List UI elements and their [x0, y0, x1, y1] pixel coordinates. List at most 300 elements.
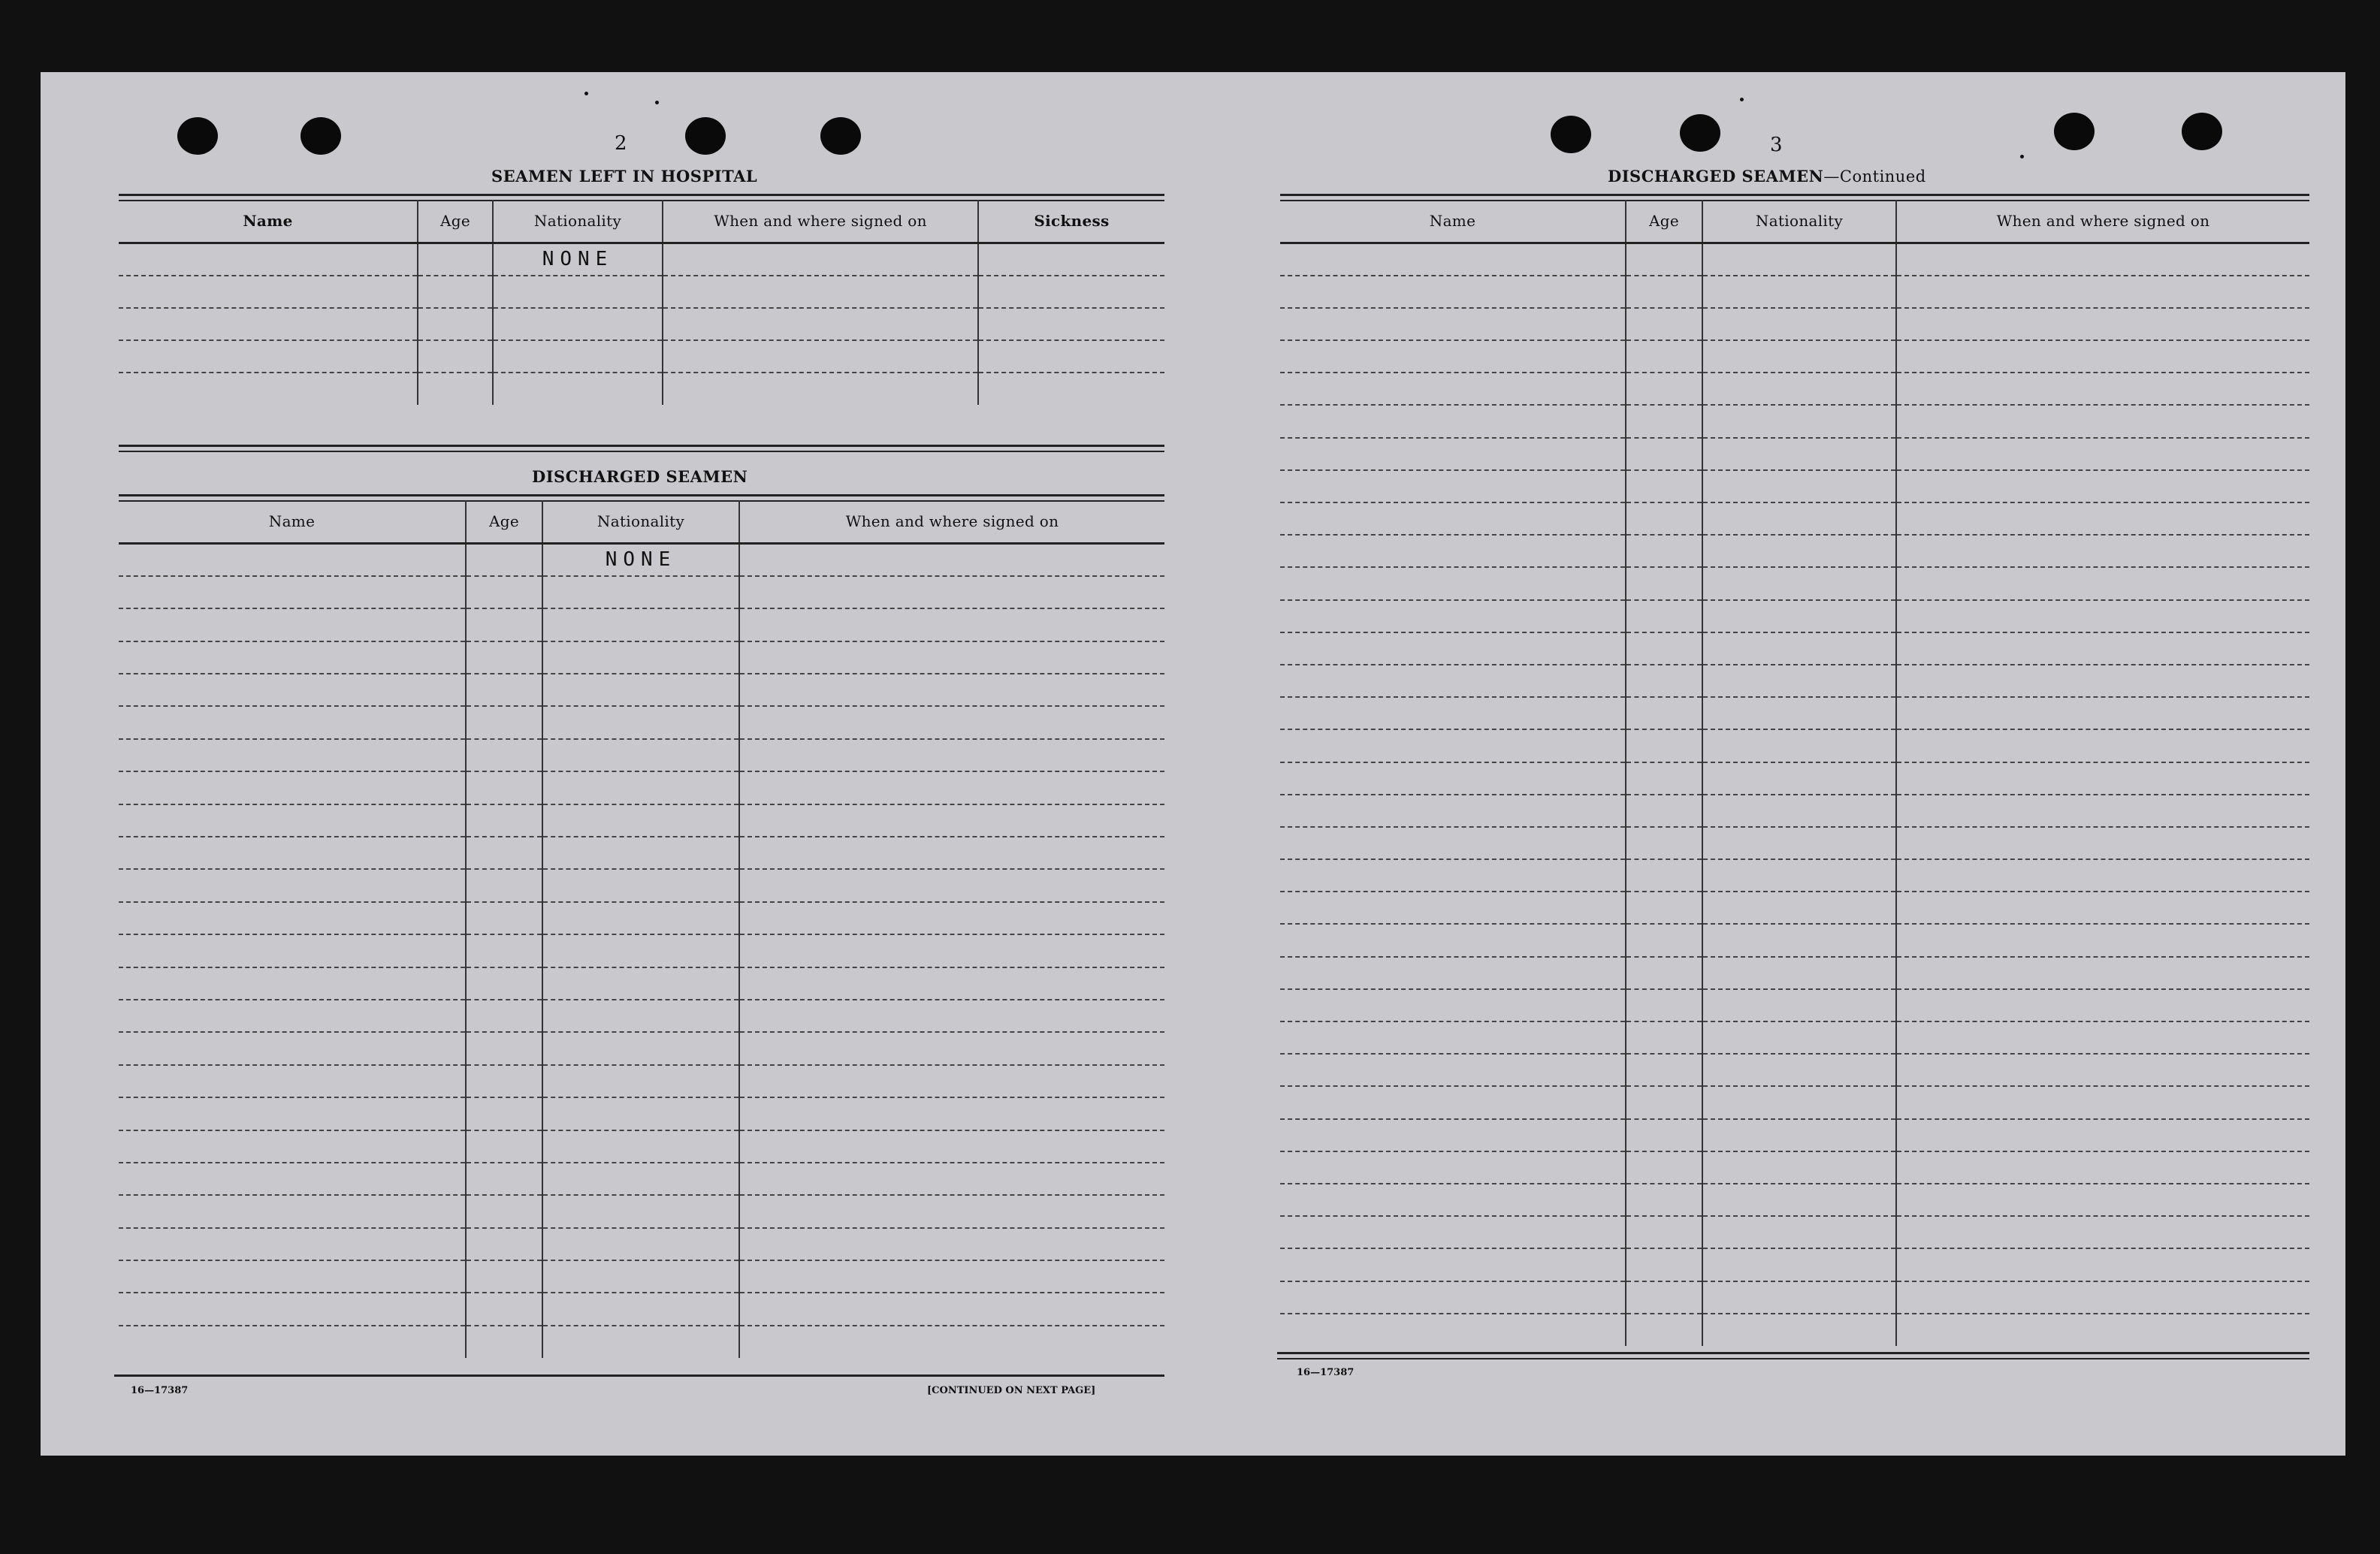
table-cell [1626, 762, 1702, 795]
table-cell [542, 771, 739, 804]
column-header-name: Name [119, 500, 466, 544]
table-cell [1896, 535, 2309, 567]
table-cell [542, 1097, 739, 1130]
table-row [119, 1260, 1164, 1293]
table-cell [1280, 665, 1626, 697]
table-row [1280, 1021, 2309, 1054]
table-cell [1702, 924, 1896, 956]
table-cell [1280, 502, 1626, 535]
table-cell [1280, 1248, 1626, 1281]
table-cell [1280, 1281, 1626, 1314]
table-cell [663, 276, 978, 308]
table-cell [1626, 438, 1702, 470]
table-cell [739, 837, 1164, 869]
table-row [119, 1293, 1164, 1325]
table-cell [542, 902, 739, 934]
table-cell [1280, 243, 1626, 276]
table-cell [1702, 892, 1896, 924]
table-cell [1280, 729, 1626, 762]
table-cell [1280, 859, 1626, 892]
table-cell [1702, 1054, 1896, 1086]
table-cell [1896, 405, 2309, 437]
column-header-nationality: Nationality [1702, 200, 1896, 243]
table-cell [466, 1228, 542, 1260]
table-cell [119, 804, 466, 837]
table-cell [1702, 1119, 1896, 1151]
table-cell [119, 1163, 466, 1195]
table-cell [1626, 989, 1702, 1021]
table-cell [739, 934, 1164, 967]
table-cell [739, 1293, 1164, 1325]
table-row [1280, 1314, 2309, 1346]
table-cell [1896, 567, 2309, 599]
table-cell [1896, 1216, 2309, 1248]
table-cell [1626, 340, 1702, 373]
table-row [1280, 1184, 2309, 1216]
table-cell [1896, 1151, 2309, 1184]
table-row [1280, 697, 2309, 729]
table-cell [1280, 567, 1626, 599]
table-cell [1702, 729, 1896, 762]
column-header-age: Age [418, 200, 493, 243]
table-cell [119, 1260, 466, 1293]
table-cell [119, 706, 466, 738]
table-row [119, 1163, 1164, 1195]
hospital-section-title: SEAMEN LEFT IN HOSPITAL [491, 167, 758, 186]
punch-hole [1680, 114, 1720, 152]
table-cell [978, 373, 1164, 405]
table-cell [1626, 1151, 1702, 1184]
column-header-name: Name [1280, 200, 1626, 243]
table-row [1280, 957, 2309, 989]
table-cell [1626, 697, 1702, 729]
footer-rule [1277, 1352, 2309, 1359]
table-cell [466, 1326, 542, 1358]
table-cell [119, 739, 466, 771]
table-cell [466, 1260, 542, 1293]
table-cell [1280, 535, 1626, 567]
table-cell [663, 308, 978, 340]
table-cell [119, 771, 466, 804]
table-cell [1702, 1281, 1896, 1314]
table-row [119, 771, 1164, 804]
table-cell [466, 544, 542, 576]
table-cell [1896, 502, 2309, 535]
table-cell [1702, 1021, 1896, 1054]
table-cell [493, 308, 663, 340]
table-cell [1626, 827, 1702, 859]
table-cell [119, 608, 466, 641]
table-cell [119, 641, 466, 674]
table-row [119, 1000, 1164, 1032]
ink-speck [1740, 98, 1744, 101]
section-title-text: DISCHARGED SEAMEN [1608, 167, 1824, 186]
table-cell [1280, 892, 1626, 924]
table-cell [1702, 470, 1896, 502]
column-header-sickness: Sickness [978, 200, 1164, 243]
table-cell [542, 1293, 739, 1325]
table-cell [1626, 924, 1702, 956]
table-cell [1626, 859, 1702, 892]
table-cell [542, 674, 739, 706]
document-sheet [41, 72, 2345, 1456]
punch-hole [685, 117, 726, 155]
table-row [119, 739, 1164, 771]
table-cell [1626, 276, 1702, 308]
table-cell [119, 1293, 466, 1325]
table-cell [1896, 632, 2309, 665]
table-cell [1896, 243, 2309, 276]
table-cell [1896, 1184, 2309, 1216]
table-cell [1896, 762, 2309, 795]
discharged-continued-table [1280, 200, 2309, 1346]
table-cell [466, 771, 542, 804]
discharged-table [119, 500, 1164, 1358]
table-row [1280, 340, 2309, 373]
table-cell [1702, 405, 1896, 437]
table-cell [1702, 989, 1896, 1021]
table-cell [1280, 957, 1626, 989]
table-cell [542, 1065, 739, 1097]
table-cell [1280, 470, 1626, 502]
table-cell [1896, 697, 2309, 729]
table-cell [119, 544, 466, 576]
table-row [119, 902, 1164, 934]
table-cell [119, 340, 418, 373]
column-header-signed-on: When and where signed on [739, 500, 1164, 544]
table-cell [542, 1228, 739, 1260]
table-cell [739, 902, 1164, 934]
table-cell [119, 934, 466, 967]
table-cell [1702, 1314, 1896, 1346]
table-cell [1702, 276, 1896, 308]
table-cell [466, 1163, 542, 1195]
punch-hole [820, 117, 861, 155]
table-cell [978, 340, 1164, 373]
table-cell [542, 869, 739, 901]
form-number: 16—17387 [1297, 1367, 1355, 1378]
table-cell [466, 608, 542, 641]
table-cell [119, 243, 418, 276]
page-number: 2 [615, 132, 627, 155]
punch-hole [2054, 113, 2095, 150]
table-row [1280, 600, 2309, 632]
table-cell [1896, 373, 2309, 405]
table-cell [1896, 892, 2309, 924]
table-cell [1626, 729, 1702, 762]
table-cell [1280, 438, 1626, 470]
table-cell [663, 373, 978, 405]
table-cell [466, 1195, 542, 1227]
form-number: 16—17387 [131, 1385, 189, 1396]
table-cell [119, 902, 466, 934]
table-cell [418, 340, 493, 373]
table-cell [739, 1326, 1164, 1358]
table-cell [1702, 1151, 1896, 1184]
table-cell [739, 804, 1164, 837]
table-cell [1896, 1281, 2309, 1314]
column-header-signed-on: When and where signed on [1896, 200, 2309, 243]
table-row [1280, 276, 2309, 308]
table-row [1280, 1248, 2309, 1281]
table-cell [1280, 1314, 1626, 1346]
table-cell [1626, 1281, 1702, 1314]
table-row [119, 674, 1164, 706]
table-cell [466, 1000, 542, 1032]
table-cell [1896, 729, 2309, 762]
table-cell [466, 837, 542, 869]
table-cell [1626, 1184, 1702, 1216]
table-cell [739, 674, 1164, 706]
table-cell [1896, 276, 2309, 308]
table-cell [542, 706, 739, 738]
punch-hole [2182, 113, 2222, 150]
table-cell [466, 674, 542, 706]
table-cell [739, 1065, 1164, 1097]
table-cell [1702, 632, 1896, 665]
table-cell [1280, 989, 1626, 1021]
table-cell [466, 641, 542, 674]
table-cell [542, 1163, 739, 1195]
table-row [1280, 535, 2309, 567]
table-cell [1626, 1248, 1702, 1281]
discharged-section-title: DISCHARGED SEAMEN [532, 467, 748, 486]
punch-hole [177, 117, 218, 155]
table-cell [1626, 795, 1702, 827]
table-cell [1280, 1054, 1626, 1086]
table-cell [1702, 1184, 1896, 1216]
table-cell [542, 739, 739, 771]
table-row [1280, 632, 2309, 665]
page-number: 3 [1770, 134, 1783, 156]
table-cell [739, 1130, 1164, 1163]
table-row [1280, 567, 2309, 599]
table-cell [466, 1065, 542, 1097]
table-cell [1280, 1151, 1626, 1184]
table-cell [1626, 632, 1702, 665]
table-cell [466, 706, 542, 738]
table-cell [418, 243, 493, 276]
ink-speck [2020, 155, 2024, 158]
table-cell [542, 1326, 739, 1358]
table-cell [1626, 502, 1702, 535]
table-row [119, 608, 1164, 641]
table-row [1280, 470, 2309, 502]
table-row [1280, 827, 2309, 859]
column-header-age: Age [466, 500, 542, 544]
table-row [119, 1195, 1164, 1227]
table-cell [1626, 308, 1702, 340]
table-row [119, 544, 1164, 576]
column-header-signed-on: When and where signed on [663, 200, 978, 243]
table-cell [1896, 859, 2309, 892]
table-cell [119, 1326, 466, 1358]
table-cell [739, 771, 1164, 804]
continued-note: [CONTINUED ON NEXT PAGE] [927, 1385, 1096, 1396]
table-cell [1280, 340, 1626, 373]
table-row [119, 576, 1164, 608]
table-row [1280, 502, 2309, 535]
table-cell [493, 276, 663, 308]
table-row [119, 934, 1164, 967]
table-row [1280, 795, 2309, 827]
table-cell [1280, 373, 1626, 405]
table-cell [542, 934, 739, 967]
table-cell [1626, 600, 1702, 632]
table-cell [739, 706, 1164, 738]
section-title-suffix: —Continued [1823, 167, 1926, 186]
nationality-entry: NONE [542, 544, 739, 576]
table-cell [542, 576, 739, 608]
table-cell [493, 340, 663, 373]
table-row [1280, 1086, 2309, 1118]
table-row [1280, 1281, 2309, 1314]
table-cell [1896, 1054, 2309, 1086]
table-cell [1702, 373, 1896, 405]
punch-hole [301, 117, 341, 155]
table-cell [119, 373, 418, 405]
table-cell [1626, 1119, 1702, 1151]
table-cell [739, 739, 1164, 771]
table-cell [739, 576, 1164, 608]
table-cell [1626, 535, 1702, 567]
table-cell [466, 739, 542, 771]
table-cell [1280, 1216, 1626, 1248]
table-cell [1896, 438, 2309, 470]
table-cell [1626, 243, 1702, 276]
table-cell [1280, 795, 1626, 827]
table-cell [119, 308, 418, 340]
table-cell [1896, 957, 2309, 989]
table-cell [1896, 470, 2309, 502]
table-cell [466, 967, 542, 1000]
nationality-entry: NONE [493, 243, 663, 276]
table-cell [1626, 892, 1702, 924]
table-cell [119, 1097, 466, 1130]
table-cell [119, 837, 466, 869]
table-cell [1896, 308, 2309, 340]
table-cell [1280, 1086, 1626, 1118]
table-cell [119, 1195, 466, 1227]
section-rule [119, 445, 1164, 452]
table-cell [119, 1228, 466, 1260]
table-cell [1896, 1119, 2309, 1151]
table-cell [1702, 1216, 1896, 1248]
table-row [1280, 1151, 2309, 1184]
table-cell [739, 967, 1164, 1000]
column-header-nationality: Nationality [542, 500, 739, 544]
table-cell [1280, 405, 1626, 437]
table-cell [1626, 1314, 1702, 1346]
table-row [119, 1228, 1164, 1260]
table-cell [1702, 340, 1896, 373]
table-cell [1626, 470, 1702, 502]
table-cell [1896, 1248, 2309, 1281]
table-row [1280, 892, 2309, 924]
table-cell [466, 934, 542, 967]
table-cell [119, 1000, 466, 1032]
table-cell [1280, 1119, 1626, 1151]
table-cell [418, 308, 493, 340]
table-cell [1702, 535, 1896, 567]
ink-speck [584, 92, 588, 95]
table-row [119, 804, 1164, 837]
table-cell [739, 641, 1164, 674]
table-cell [1702, 827, 1896, 859]
table-row [119, 1326, 1164, 1358]
table-row [1280, 1054, 2309, 1086]
table-cell [1280, 924, 1626, 956]
table-cell [542, 1130, 739, 1163]
table-cell [542, 1000, 739, 1032]
table-cell [493, 373, 663, 405]
table-row [1280, 729, 2309, 762]
table-cell [1626, 405, 1702, 437]
ink-speck [655, 101, 659, 104]
table-cell [1896, 989, 2309, 1021]
table-cell [739, 608, 1164, 641]
table-cell [978, 243, 1164, 276]
punch-hole [1551, 116, 1591, 153]
table-cell [1702, 502, 1896, 535]
table-row [119, 869, 1164, 901]
table-cell [1896, 665, 2309, 697]
table-row [119, 837, 1164, 869]
table-cell [1702, 697, 1896, 729]
table-cell [739, 1000, 1164, 1032]
table-row [1280, 405, 2309, 437]
table-row [1280, 373, 2309, 405]
table-row [1280, 243, 2309, 276]
table-cell [1626, 957, 1702, 989]
table-cell [1702, 600, 1896, 632]
table-cell [1280, 308, 1626, 340]
table-row [119, 1032, 1164, 1064]
table-row [1280, 1119, 2309, 1151]
table-cell [1896, 600, 2309, 632]
table-cell [1626, 1054, 1702, 1086]
table-cell [119, 576, 466, 608]
column-header-nationality: Nationality [493, 200, 663, 243]
table-cell [739, 544, 1164, 576]
table-cell [119, 1032, 466, 1064]
table-cell [1896, 827, 2309, 859]
table-cell [542, 967, 739, 1000]
table-cell [542, 1032, 739, 1064]
table-row [1280, 438, 2309, 470]
table-cell [1280, 276, 1626, 308]
table-row [119, 1097, 1164, 1130]
column-header-name: Name [119, 200, 418, 243]
table-cell [542, 1195, 739, 1227]
table-cell [542, 804, 739, 837]
table-cell [119, 674, 466, 706]
table-cell [1702, 762, 1896, 795]
table-row [1280, 308, 2309, 340]
table-row [1280, 859, 2309, 892]
column-header-age: Age [1626, 200, 1702, 243]
table-cell [1896, 1086, 2309, 1118]
table-cell [119, 1130, 466, 1163]
table-cell [466, 1097, 542, 1130]
table-cell [1280, 762, 1626, 795]
table-cell [119, 869, 466, 901]
table-cell [542, 837, 739, 869]
table-cell [739, 1163, 1164, 1195]
table-cell [739, 1195, 1164, 1227]
table-cell [1626, 567, 1702, 599]
table-cell [978, 308, 1164, 340]
